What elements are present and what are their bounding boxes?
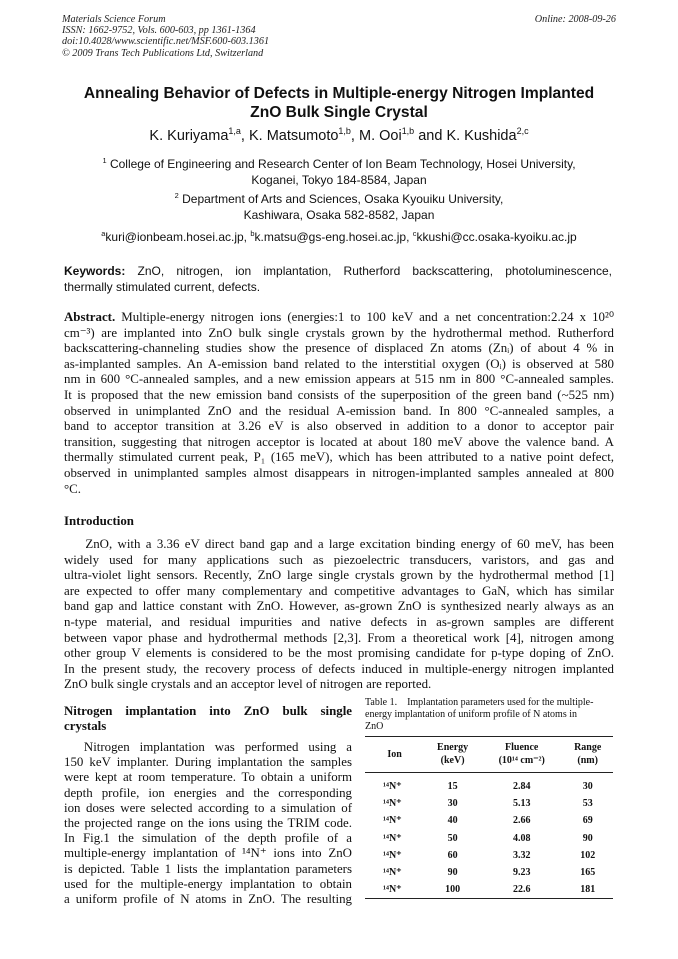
keywords-label: Keywords: [64, 264, 126, 278]
email-address: kkushi@cc.osaka-kyoiku.ac.jp [416, 230, 577, 244]
author-name: K. Kushida [446, 128, 517, 144]
abstract-line: observed in unimplanted samples almost disappears in nitrogen-implanted samples annealed at 800 [64, 465, 614, 480]
section-line: the projected range on the ions using the TRIM code. [64, 815, 352, 830]
cell-ion: ¹⁴N⁺ [383, 867, 402, 879]
online-date: Online: 2008-09-26 [534, 14, 616, 25]
abstract [64, 310, 614, 497]
cell-energy: 30 [447, 798, 458, 810]
table-row [365, 778, 613, 795]
section-heading-line: crystals [64, 719, 107, 734]
table-caption-line: Table 1. Implantation parameters used for the multiple- [365, 697, 594, 708]
cell-energy: 40 [447, 815, 458, 827]
section-line: a uniform profile of N atoms in ZnO. The resulting [64, 891, 352, 906]
keywords [64, 264, 612, 295]
email-mark: a [101, 229, 106, 238]
email-mark: b [250, 229, 255, 238]
section-line: ion doses were selected according to a simulation of [64, 800, 352, 815]
introduction-line: ultra-violet light sensors. Recently, ZnO large single crystals grown by the hydrothermal method [1] [64, 568, 614, 583]
table-row [365, 864, 613, 881]
header-range: Range (nm) [562, 737, 613, 773]
email-address: kuri@ionbeam.hosei.ac.jp, [105, 230, 251, 244]
affiliation-line: Kashiwara, Osaka 582-8582, Japan [243, 208, 435, 222]
author-separator: , [350, 128, 359, 144]
table-caption-line: energy implantation of uniform profile of N atoms in [365, 709, 577, 720]
table-row [365, 812, 613, 829]
introduction-line: are expected to offer many complementary and competitive advantages to GaN, which has similar [64, 583, 614, 598]
cell-ion: ¹⁴N⁺ [383, 832, 402, 844]
section-line: 150 keV implanter. During implantation the samples [64, 755, 352, 770]
affiliation-number: 2 [174, 191, 179, 200]
cell-range: 165 [580, 867, 596, 879]
cell-fluence: 2.84 [512, 781, 531, 793]
author-affiliation-mark: 1,b [401, 126, 415, 137]
cell-energy: 100 [424, 881, 481, 899]
cell-energy: 50 [447, 832, 458, 844]
introduction-line: widely used for many applications such as piezoelectric transducers, varistors, and gas and [64, 552, 614, 567]
introduction-line: In the present study, the recovery process of defects induced in multiple-energy nitrogen implanted [64, 661, 614, 676]
cell-energy: 90 [447, 867, 458, 879]
introduction-line: n-type material, and residual impurities and native defects in as-grown samples are different [64, 614, 614, 629]
implantation-table [365, 736, 613, 899]
author-separator: and [414, 128, 447, 144]
author-affiliation-mark: 1,a [228, 126, 241, 137]
introduction-line: between vapor phase and hydrothermal methods [2,3]. From a theoretical work [4], nitrogen among [64, 630, 614, 645]
cell-ion: ¹⁴N⁺ [383, 815, 402, 827]
abstract-line: band to acceptor transition at 3.26 eV is also observed in addition to a donor to acceptor pair [64, 419, 614, 434]
table-row [365, 795, 613, 812]
author-name: K. Matsumoto [248, 128, 339, 144]
abstract-label: Abstract. [64, 310, 116, 324]
affiliation-line: Department of Arts and Sciences, Osaka Kyouiku University, [182, 192, 504, 206]
email-address: k.matsu@gs-eng.hosei.ac.jp, [254, 230, 413, 244]
introduction-line: other group V elements is considered to be the most promising candidate for p-type doping of ZnO. [64, 646, 614, 661]
table-row [365, 847, 613, 864]
introduction-line: ZnO, with a 3.36 eV direct band gap and a large excitation binding energy of 60 meV, has been [64, 537, 614, 551]
author-separator: , [240, 128, 249, 144]
section-line: were kept at room temperature. To obtain a uniform [64, 770, 352, 785]
introduction-line: ZnO bulk single crystals and an acceptor level of nitrogen are reported. [64, 677, 432, 692]
section-heading [64, 704, 352, 734]
section-line: used for the multiple-energy implantation to obtain [64, 876, 352, 891]
author-name: K. Kuriyama [149, 128, 229, 144]
cell-fluence: 4.08 [512, 832, 531, 844]
cell-fluence: 9.23 [512, 867, 531, 879]
copyright-line: © 2009 Trans Tech Publications Ltd, Switzerland [62, 47, 264, 59]
abstract-line: transition, suggesting that nitrogen acceptor is located at about 180 meV above the valence band. A [64, 434, 614, 449]
author-list [40, 128, 638, 144]
abstract-line: observed in unimplanted ZnO and the residual A-emission band. In 800 °C-annealed samples, a [64, 403, 614, 418]
affiliation-2 [40, 191, 638, 223]
table-caption-line: ZnO [365, 721, 384, 732]
issn-line: ISSN: 1662-9752, Vols. 600-603, pp 1361-1364 [62, 25, 256, 37]
affiliation-number: 1 [102, 156, 107, 165]
header-ion: Ion [365, 737, 424, 773]
introduction-heading: Introduction [64, 514, 134, 528]
abstract-line: as-implanted samples. An A-emission band related to the interstitial oxygen (Oᵢ) is observed at 580 [64, 356, 614, 371]
table-row [365, 830, 613, 847]
doi-line: doi:10.4028/www.scientific.net/MSF.600-603.1361 [62, 36, 270, 48]
cell-fluence: 22.6 [481, 881, 562, 899]
section-heading-line: Nitrogen implantation into ZnO bulk single [64, 704, 352, 718]
cell-ion: ¹⁴N⁺ [383, 781, 402, 793]
cell-fluence: 5.13 [512, 798, 531, 810]
affiliation-line: Koganei, Tokyo 184-8584, Japan [251, 173, 427, 187]
email-list [40, 230, 638, 244]
email-mark: c [412, 229, 417, 238]
affiliation-line: College of Engineering and Research Center of Ion Beam Technology, Hosei University, [109, 157, 576, 171]
section-line: multiple-energy implantation of ¹⁴N⁺ ions into ZnO [64, 846, 352, 861]
journal-header [62, 14, 616, 59]
cell-range: 53 [582, 798, 593, 810]
abstract-line: thermally stimulated current peak, P₁ (165 meV), which has been attributed to a native point defect, [64, 450, 614, 465]
title-line-2: ZnO Bulk Single Crystal [250, 104, 428, 121]
abstract-line: Multiple-energy nitrogen ions (energies:1 to 100 keV and a net concentration:2.24 x 10²⁰ [115, 310, 614, 324]
cell-range: 102 [580, 849, 596, 861]
introduction-body [64, 537, 614, 693]
keywords-text: ZnO, nitrogen, ion implantation, Rutherford backscattering, photoluminescence, [125, 264, 612, 278]
journal-name: Materials Science Forum [62, 14, 166, 25]
table-row [365, 881, 613, 899]
abstract-line: It is proposed that the new emission band consists of the superposition of the green band (~525 nm) [64, 387, 614, 402]
table-header-row [365, 737, 613, 773]
section-line: is depicted. Table 1 lists the implantation parameters [64, 861, 352, 876]
cell-ion: ¹⁴N⁺ [383, 798, 402, 810]
abstract-line: °C. [64, 481, 81, 496]
introduction-line: band gap and lattice constant with ZnO. However, as-grown ZnO is synthesized nearly always as an [64, 599, 614, 614]
cell-energy: 60 [447, 849, 458, 861]
title-line-1: Annealing Behavior of Defects in Multiple-energy Nitrogen Implanted [83, 85, 595, 102]
cell-fluence: 2.66 [512, 815, 531, 827]
cell-range: 181 [562, 881, 613, 899]
header-fluence: Fluence (10¹⁴ cm⁻²) [481, 737, 562, 773]
author-name: M. Ooi [358, 128, 402, 144]
cell-range: 90 [582, 832, 593, 844]
abstract-line: cm⁻³) are implanted into ZnO bulk single crystals grown by the hydrothermal method. Rutherford [64, 325, 614, 340]
abstract-line: nm in 600 °C-annealed samples, and a new emission appears at 515 nm in 800 °C-annealed samples. [64, 372, 614, 387]
table-caption [365, 697, 615, 733]
section-line: depth profile, ion energies and the corresponding [64, 785, 352, 800]
section-body [64, 740, 352, 907]
header-energy: Energy (keV) [424, 737, 481, 773]
paper-title [40, 84, 638, 122]
cell-energy: 15 [447, 781, 458, 793]
section-line: In Fig.1 the simulation of the depth profile of a [64, 831, 352, 846]
keywords-text: thermally stimulated current, defects. [64, 279, 261, 294]
cell-range: 30 [582, 781, 593, 793]
affiliation-1 [40, 156, 638, 188]
cell-fluence: 3.32 [512, 849, 531, 861]
abstract-line: backscattering-channeling studies show the presence of displaced Zn atoms (Znᵢ) of about 4 % in [64, 341, 614, 356]
author-affiliation-mark: 2,c [516, 126, 529, 137]
author-affiliation-mark: 1,b [338, 126, 351, 137]
cell-ion: ¹⁴N⁺ [365, 881, 424, 899]
section-line: Nitrogen implantation was performed using a [64, 740, 352, 754]
cell-range: 69 [582, 815, 593, 827]
cell-ion: ¹⁴N⁺ [383, 849, 402, 861]
